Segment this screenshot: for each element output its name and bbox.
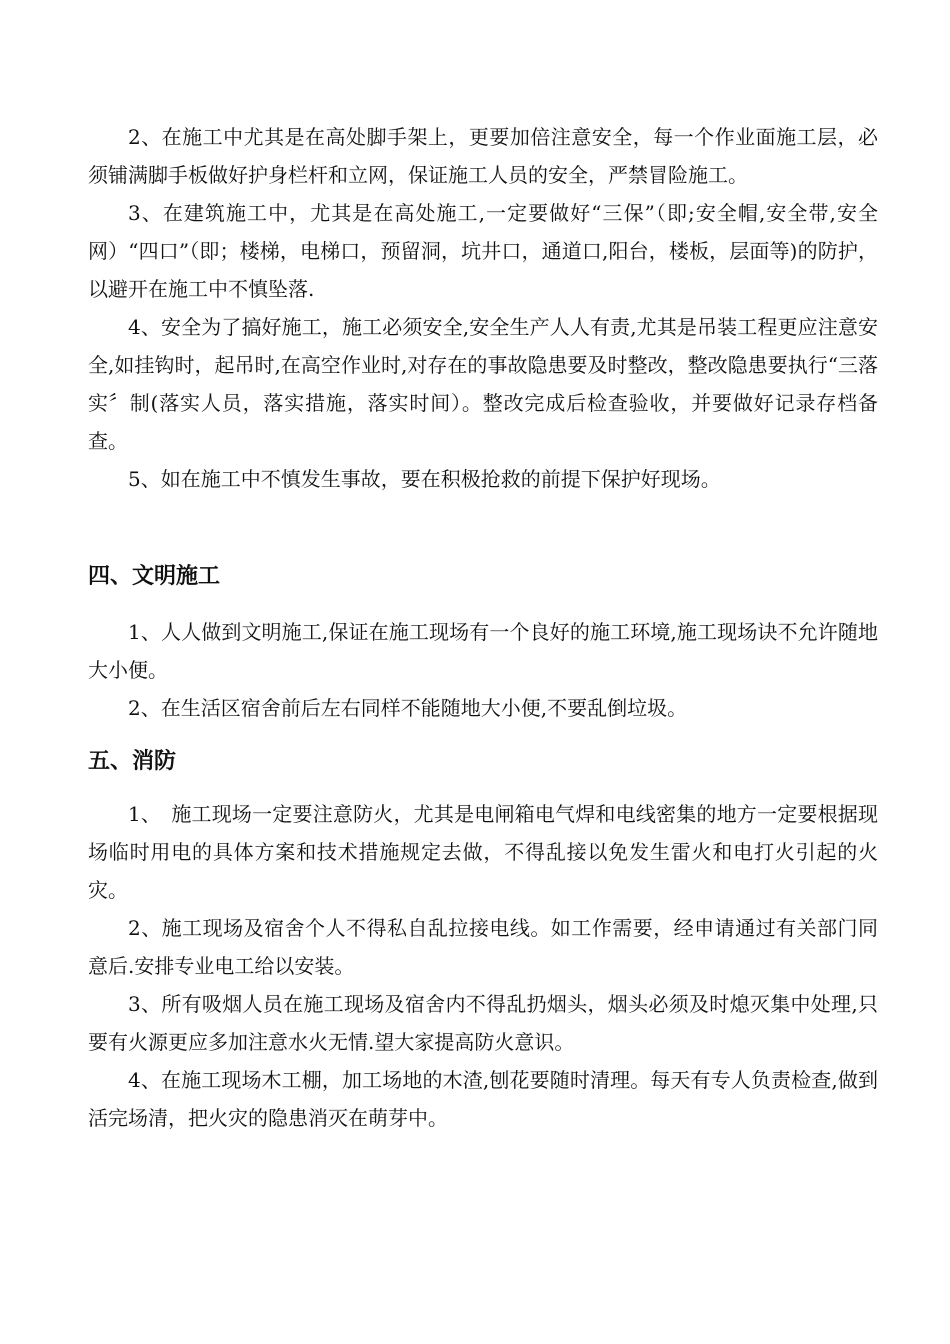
paragraph: 4、在施工现场木工棚，加工场地的木渣,刨花要随时清理。每天有专人负责检查,做到活完场清，把火灾的隐患消灭在萌芽中。 (88, 1068, 878, 1130)
paragraph: 5、如在施工中不慎发生事故，要在积极抢救的前提下保护好现场。 (128, 467, 721, 491)
paragraph: 2、施工现场及宿舍个人不得私自乱拉接电线。如工作需要，经申请通过有关部门同意后.安排专业电工给以安装。 (88, 916, 878, 978)
section-four-heading: 四、文明施工 (88, 564, 221, 589)
paragraph: 2、在施工中尤其是在高处脚手架上，更要加倍注意安全，每一个作业面施工层，必须铺满脚手板做好护身栏杆和立网，保证施工人员的安全，严禁冒险施工。 (88, 125, 878, 187)
paragraph: 3、在建筑施工中，尤其是在高处施工,一定要做好“三保”（即;安全帽,安全带,安全网）“四口”（即；楼梯，电梯口，预留洞，坑井口，通道口,阳台，楼板，层面等)的防护，以避开在施工中不慎坠落. (88, 201, 878, 301)
paragraph: 2、在生活区宿舍前后左右同样不能随地大小便,不要乱倒垃圾。 (128, 696, 688, 720)
paragraph: 3、所有吸烟人员在施工现场及宿舍内不得乱扔烟头，烟头必须及时熄灭集中处理,只要有火源更应多加注意水火无情.望大家提高防火意识。 (88, 992, 878, 1054)
paragraph: 4、安全为了搞好施工，施工必须安全,安全生产人人有责,尤其是吊装工程更应注意安全,如挂钩时，起吊时,在高空作业时,对存在的事故隐患要及时整改，整改隐患要执行“三落实〞制(落实人员，落实措施，落实时间）。整改完成后检查验收，并要做好记录存档备查。 (88, 315, 878, 453)
paragraph: 1、人人做到文明施工,保证在施工现场有一个良好的施工环境,施工现场诀不允许随地大小便。 (88, 620, 878, 682)
paragraph: 1、 施工现场一定要注意防火，尤其是电闸箱电气焊和电线密集的地方一定要根据现场临时用电的具体方案和技术措施规定去做，不得乱接以免发生雷火和电打火引起的火灾。 (88, 802, 878, 902)
section-four-body (88, 613, 878, 727)
section-five-body (88, 795, 878, 1137)
section-three-continued (88, 118, 878, 498)
section-five-heading: 五、消防 (88, 749, 177, 774)
